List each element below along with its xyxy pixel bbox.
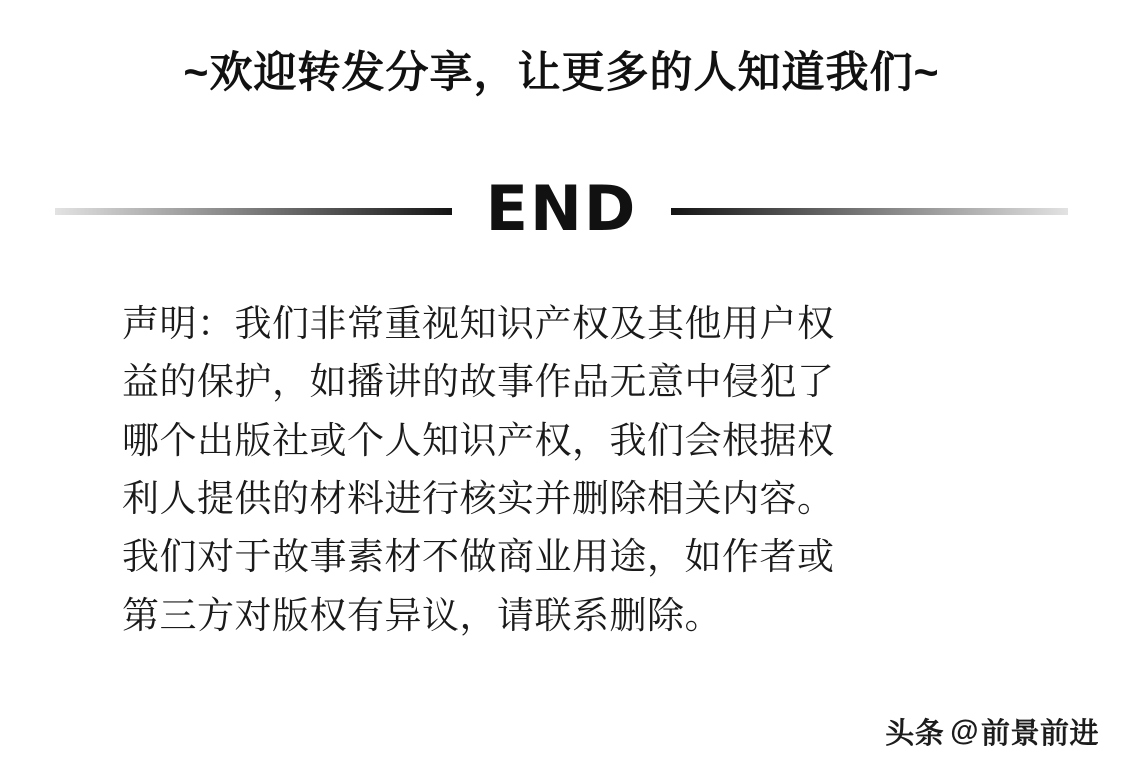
statement-block xyxy=(122,300,1012,650)
watermark-account: 前景前进 xyxy=(980,718,1099,750)
end-label: END xyxy=(485,172,638,245)
statement-line: 声明：我们非常重视知识产权及其他用户权 xyxy=(122,303,835,344)
divider-line-right xyxy=(671,208,1068,215)
watermark xyxy=(885,711,1099,752)
statement-line: 我们对于故事素材不做商业用途，如作者或 xyxy=(122,536,835,578)
divider-line-left xyxy=(55,208,452,215)
page-title: ~欢迎转发分享，让更多的人知道我们~ xyxy=(183,49,940,97)
statement-line: 利人提供的材料进行核实并删除相关内容。 xyxy=(122,478,835,520)
watermark-platform: 头条 xyxy=(885,718,945,750)
watermark-at-symbol: @ xyxy=(950,715,979,747)
statement-line: 哪个出版社或个人知识产权，我们会根据权 xyxy=(122,419,835,461)
statement-line: 第三方对版权有异议，请联系删除。 xyxy=(122,594,722,636)
end-divider xyxy=(55,172,1068,250)
statement-line: 益的保护，如播讲的故事作品无意中侵犯了 xyxy=(122,361,835,403)
